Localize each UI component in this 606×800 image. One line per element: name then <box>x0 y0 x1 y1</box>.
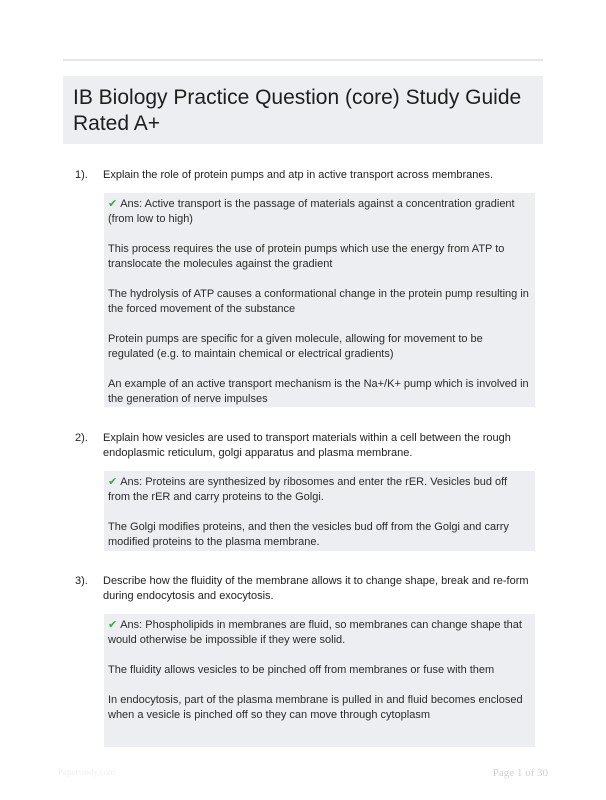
footer-watermark: Paperstudy.com <box>58 767 116 777</box>
header-divider <box>63 59 543 61</box>
answer-paragraph: The fluidity allows vesicles to be pinched off from membranes or fuse with them <box>108 664 495 676</box>
question-number: 2). <box>75 432 88 444</box>
answer-paragraph: ✔ Ans: Active transport is the passage of materials against a concentration gradient (from low to high) <box>108 197 515 225</box>
check-icon: ✔ <box>108 475 118 488</box>
question-text: Describe how the fluidity of the membrane allows it to change shape, break and re-form during endocytosis and exocytosis. <box>103 575 529 602</box>
answer-paragraph: The hydrolysis of ATP causes a conformational change in the protein pump resulting in the forced movement of the substance <box>108 288 529 315</box>
answer-paragraph: In endocytosis, part of the plasma membrane is pulled in and fluid becomes enclosed when a vesicle is pinched off so they can move through cytoplasm <box>108 694 523 721</box>
answer-box-3 <box>104 614 535 747</box>
answer-box-2 <box>104 471 535 551</box>
question-text: Explain the role of protein pumps and atp in active transport across membranes. <box>103 169 494 181</box>
answer-paragraph: ✔ Ans: Proteins are synthesized by ribosomes and enter the rER. Vesicles bud off from the rER and carry proteins to the Golgi. <box>108 475 508 503</box>
question-number: 1). <box>75 169 88 181</box>
check-icon: ✔ <box>108 618 118 631</box>
page-indicator: Page 1 of 30 <box>492 767 548 779</box>
answer-paragraph: The Golgi modifies proteins, and then the vesicles bud off from the Golgi and carry modified proteins to the plasma membrane. <box>108 521 509 548</box>
check-icon: ✔ <box>108 197 118 210</box>
title-banner <box>63 76 543 144</box>
answer-paragraph: Protein pumps are specific for a given molecule, allowing for movement to be regulated (e.g. to maintain chemical or electrical gradients) <box>108 333 483 360</box>
answer-paragraph: ✔ Ans: Phospholipids in membranes are fluid, so membranes can change shape that would otherwise be impossible if they were solid. <box>108 618 522 646</box>
answer-paragraph: This process requires the use of protein pumps which use the energy from ATP to translocate the molecules against the gradient <box>108 243 505 270</box>
answer-paragraph: An example of an active transport mechanism is the Na+/K+ pump which is involved in the generation of nerve impulses <box>108 378 529 405</box>
question-number: 3). <box>75 575 88 587</box>
question-text: Explain how vesicles are used to transport materials within a cell between the rough endoplasmic reticulum, golgi apparatus and plasma membrane. <box>103 432 511 459</box>
document-title: IB Biology Practice Question (core) Study Guide Rated A+ <box>73 86 522 135</box>
answer-box-1 <box>104 193 535 407</box>
